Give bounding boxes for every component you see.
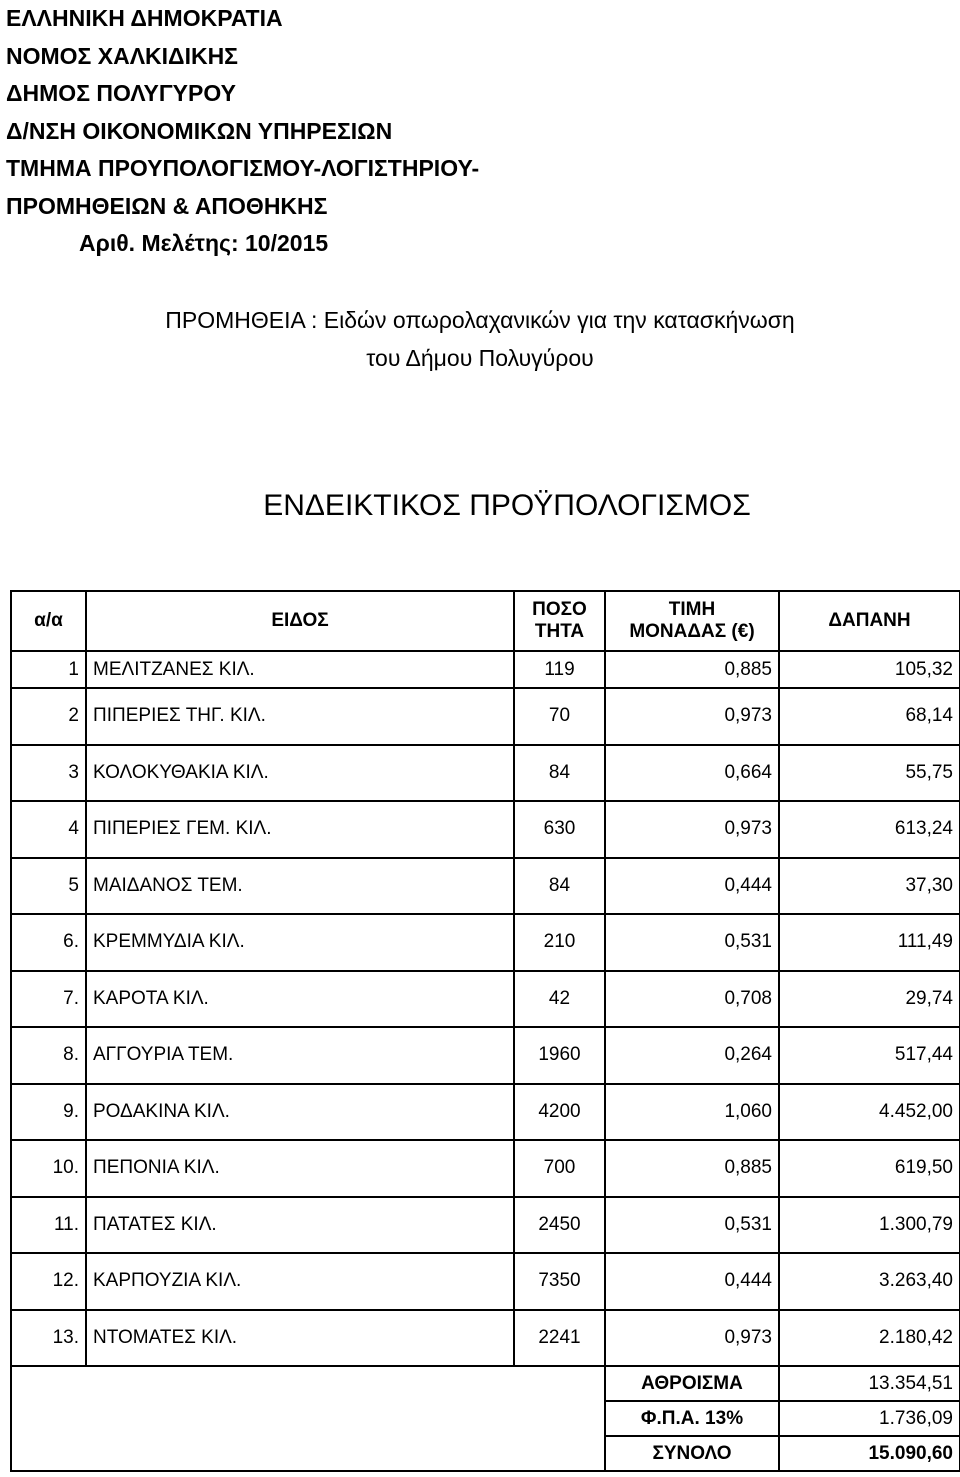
cell-item: ΚΑΡΠΟΥΖΙΑ ΚΙΛ. (86, 1253, 514, 1310)
cell-qty: 700 (514, 1140, 605, 1197)
table-row (11, 1027, 960, 1084)
supply-description: ΠΡΟΜΗΘΕΙΑ : Ειδών οπωρολαχανικών για την κατασκήνωση (165, 307, 795, 333)
budget-title: ΕΝΔΕΙΚΤΙΚΟΣ ΠΡΟΫΠΟΛΟΓΙΣΜΟΣ (263, 489, 751, 522)
sum-row (11, 1366, 960, 1401)
cell-cost: 613,24 (779, 801, 960, 858)
cell-price: 0,708 (605, 971, 779, 1028)
table-row (11, 1140, 960, 1197)
cell-price: 0,264 (605, 1027, 779, 1084)
cell-item: ΜΕΛΙΤΖΑΝΕΣ ΚΙΛ. (86, 651, 514, 688)
cell-aa: 5 (11, 858, 86, 915)
cell-cost: 4.452,00 (779, 1084, 960, 1141)
table-row (11, 914, 960, 971)
cell-aa: 2 (11, 688, 86, 745)
cell-cost: 619,50 (779, 1140, 960, 1197)
cell-item: ΑΓΓΟΥΡΙΑ ΤΕΜ. (86, 1027, 514, 1084)
cell-qty: 4200 (514, 1084, 605, 1141)
cell-item: ΚΡΕΜΜΥΔΙΑ ΚΙΛ. (86, 914, 514, 971)
cell-price: 1,060 (605, 1084, 779, 1141)
cell-qty: 1960 (514, 1027, 605, 1084)
table-row (11, 651, 960, 688)
cell-qty: 630 (514, 801, 605, 858)
cell-cost: 111,49 (779, 914, 960, 971)
cell-aa: 7. (11, 971, 86, 1028)
cell-aa: 8. (11, 1027, 86, 1084)
table-row (11, 971, 960, 1028)
cell-qty: 84 (514, 745, 605, 802)
table-row (11, 1084, 960, 1141)
table-row (11, 858, 960, 915)
cell-cost: 3.263,40 (779, 1253, 960, 1310)
cell-cost: 68,14 (779, 688, 960, 745)
cell-price: 0,444 (605, 1253, 779, 1310)
header-qty: ΠΟΣΟ ΤΗΤΑ (514, 591, 605, 651)
cell-cost: 1.300,79 (779, 1197, 960, 1254)
cell-aa: 6. (11, 914, 86, 971)
supply-description-cont: του Δήμου Πολυγύρου (366, 345, 594, 371)
total-label: ΣΥΝΟΛΟ (605, 1436, 779, 1471)
table-row (11, 1253, 960, 1310)
cell-qty: 2450 (514, 1197, 605, 1254)
vat-value: 1.736,09 (779, 1401, 960, 1436)
cell-price: 0,531 (605, 914, 779, 971)
cell-aa: 12. (11, 1253, 86, 1310)
table-row (11, 1197, 960, 1254)
vat-label: Φ.Π.Α. 13% (605, 1401, 779, 1436)
cell-price: 0,973 (605, 688, 779, 745)
table-header-row (11, 591, 960, 651)
header-line: Δ/ΝΣΗ ΟΙΚΟΝΟΜΙΚΩΝ ΥΠΗΡΕΣΙΩΝ (6, 117, 393, 144)
cell-aa: 13. (11, 1310, 86, 1367)
cell-price: 0,664 (605, 745, 779, 802)
cell-qty: 119 (514, 651, 605, 688)
cell-aa: 9. (11, 1084, 86, 1141)
cell-qty: 2241 (514, 1310, 605, 1367)
cell-aa: 1 (11, 651, 86, 688)
sum-value: 13.354,51 (779, 1366, 960, 1401)
cell-cost: 517,44 (779, 1027, 960, 1084)
cell-item: ΠΙΠΕΡΙΕΣ ΓΕΜ. ΚΙΛ. (86, 801, 514, 858)
cell-price: 0,531 (605, 1197, 779, 1254)
cell-cost: 55,75 (779, 745, 960, 802)
header-line: ΠΡΟΜΗΘΕΙΩΝ & ΑΠΟΘΗΚΗΣ (6, 192, 328, 219)
header-unit-price: ΤΙΜΗ ΜΟΝΑΔΑΣ (€) (605, 591, 779, 651)
cell-aa: 10. (11, 1140, 86, 1197)
header-line: ΔΗΜΟΣ ΠΟΛΥΓΥΡΟΥ (6, 80, 236, 106)
cell-price: 0,885 (605, 1140, 779, 1197)
cell-item: ΠΕΠΟΝΙΑ ΚΙΛ. (86, 1140, 514, 1197)
header-item: ΕΙΔΟΣ (86, 591, 514, 651)
sum-label: ΑΘΡΟΙΣΜΑ (605, 1366, 779, 1401)
cell-cost: 2.180,42 (779, 1310, 960, 1367)
header-line: ΕΛΛΗΝΙΚΗ ΔΗΜΟΚΡΑΤΙΑ (6, 5, 283, 31)
cell-price: 0,885 (605, 651, 779, 688)
cell-price: 0,973 (605, 1310, 779, 1367)
authority-header (6, 0, 479, 263)
table-row (11, 1310, 960, 1367)
cell-qty: 70 (514, 688, 605, 745)
header-line: ΤΜΗΜΑ ΠΡΟΥΠΟΛΟΓΙΣΜΟΥ-ΛΟΓΙΣΤΗΡΙΟΥ- (6, 155, 480, 181)
header-line: ΝΟΜΟΣ ΧΑΛΚΙΔΙΚΗΣ (6, 42, 238, 69)
cell-price: 0,444 (605, 858, 779, 915)
header-aa: α/α (11, 591, 86, 651)
cell-item: ΚΟΛΟΚΥΘΑΚΙΑ ΚΙΛ. (86, 745, 514, 802)
cell-item: ΡΟΔΑΚΙΝΑ ΚΙΛ. (86, 1084, 514, 1141)
table-row (11, 688, 960, 745)
cell-price: 0,973 (605, 801, 779, 858)
budget-table (10, 590, 960, 1472)
cell-qty: 7350 (514, 1253, 605, 1310)
table-row (11, 801, 960, 858)
cell-qty: 42 (514, 971, 605, 1028)
study-number: Αριθ. Μελέτης: 10/2015 (79, 230, 329, 256)
cell-aa: 3 (11, 745, 86, 802)
total-value: 15.090,60 (779, 1436, 960, 1471)
totals-blank-area (11, 1366, 605, 1471)
cell-aa: 4 (11, 801, 86, 858)
cell-item: ΠΙΠΕΡΙΕΣ ΤΗΓ. ΚΙΛ. (86, 688, 514, 745)
cell-cost: 29,74 (779, 971, 960, 1028)
header-cost: ΔΑΠΑΝΗ (779, 591, 960, 651)
cell-qty: 210 (514, 914, 605, 971)
cell-qty: 84 (514, 858, 605, 915)
cell-cost: 105,32 (779, 651, 960, 688)
cell-aa: 11. (11, 1197, 86, 1254)
cell-cost: 37,30 (779, 858, 960, 915)
cell-item: ΜΑΙΔΑΝΟΣ ΤΕΜ. (86, 858, 514, 915)
table-row (11, 745, 960, 802)
cell-item: ΝΤΟΜΑΤΕΣ ΚΙΛ. (86, 1310, 514, 1367)
cell-item: ΚΑΡΟΤΑ ΚΙΛ. (86, 971, 514, 1028)
cell-item: ΠΑΤΑΤΕΣ ΚΙΛ. (86, 1197, 514, 1254)
